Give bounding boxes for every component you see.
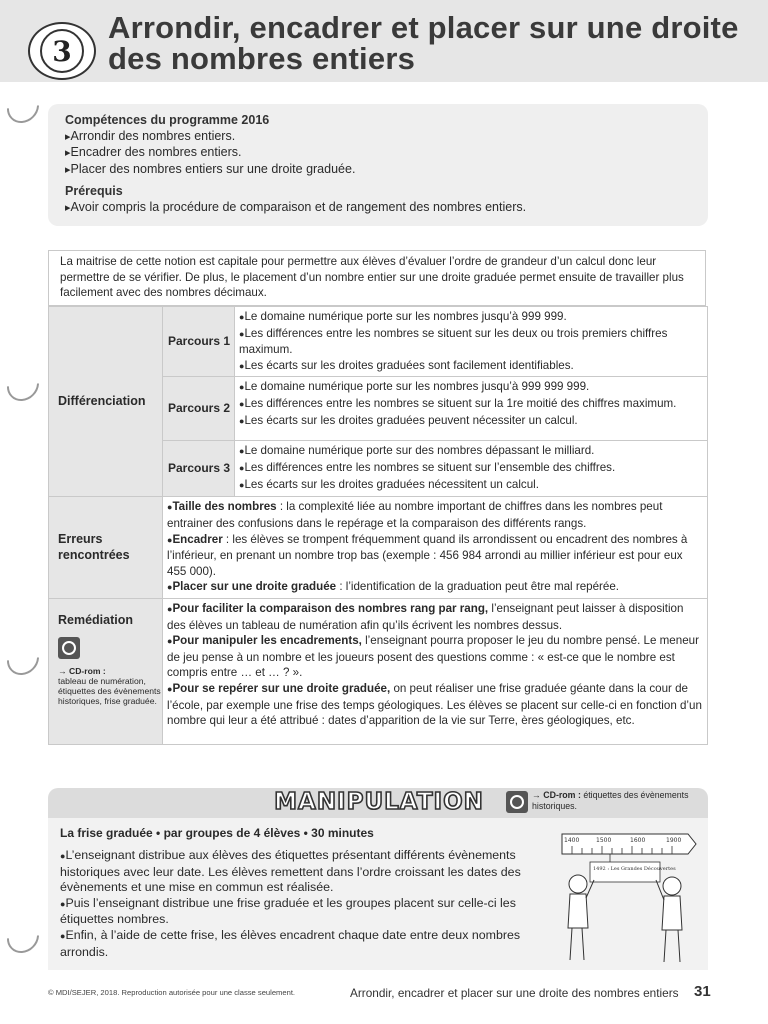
parcours-item: ● Les écarts sur les droites graduées sont facilement identifiables.	[239, 358, 703, 375]
tick-label: 1600	[630, 837, 646, 844]
chapter-header	[0, 0, 768, 82]
cd-rom-icon	[58, 637, 80, 659]
erreurs-label: Erreurs rencontrées	[49, 497, 163, 599]
parcours-item: ● Le domaine numérique porte sur les nombres jusqu’à 999 999.	[239, 309, 703, 326]
chapter-number: 3	[40, 29, 84, 73]
page-number: 31	[694, 983, 711, 1000]
prerequis-heading: Prérequis	[65, 184, 123, 198]
parcours-item: ● Le domaine numérique porte sur les nombres jusqu’à 999 999 999.	[239, 379, 703, 396]
parcours-name: Parcours 1	[163, 307, 235, 377]
intro-paragraph: La maitrise de cette notion est capitale pour permettre aux élèves d’évaluer l’ordre de grandeur d’un calcul donc leur permettre de se vérifier. De plus, le placement d’un nombre entier sur une droite graduée permet ensuite de travailler plus facilement avec des nombres décimaux.	[48, 250, 706, 306]
parcours-item: ● Les différences entre les nombres se situent sur l’ensemble des chiffres.	[239, 460, 703, 477]
erreur-item: ● Encadrer : les élèves se trompent fréquemment quand ils arrondissent ou encadrent des nombres à l’inférieur, en prenant un nombre trop bas (exemple : 456 984 arrondi au millier inférieur est pour eux 455 000).	[167, 532, 703, 580]
parcours-content	[235, 307, 708, 377]
competence-item: ▸ Arrondir des nombres entiers.	[65, 129, 526, 146]
tick-label: 1900	[666, 837, 682, 844]
copyright: © MDI/SEJER, 2018. Reproduction autorisée pour une classe seulement.	[48, 988, 296, 997]
timeline-illustration	[560, 828, 700, 968]
parcours-name: Parcours 2	[163, 377, 235, 441]
competence-item: ▸ Encadrer des nombres entiers.	[65, 145, 526, 162]
binder-hole	[0, 914, 45, 959]
manipulation-steps	[60, 848, 530, 960]
parcours-content	[235, 377, 708, 441]
parcours-item: ● Les écarts sur les droites graduées nécessitent un calcul.	[239, 477, 703, 494]
manipulation-title: MANIPULATION	[274, 789, 484, 815]
competence-item: ▸ Placer des nombres entiers sur une droite graduée.	[65, 162, 526, 179]
manipulation-subtitle: La frise graduée • par groupes de 4 élèves • 30 minutes	[60, 826, 374, 840]
chapter-number-badge	[28, 22, 96, 80]
binder-hole	[0, 636, 45, 681]
tick-label: 1400	[564, 837, 580, 844]
prerequis-item: ▸ Avoir compris la procédure de comparaison et de rangement des nombres entiers.	[65, 200, 526, 217]
footer-chapter-title: Arrondir, encadrer et placer sur une droite des nombres entiers	[350, 986, 679, 1000]
remediation-content	[163, 598, 708, 744]
competences-heading: Compétences du programme 2016	[65, 113, 270, 127]
differenciation-label: Différenciation	[49, 307, 163, 497]
event-card-label: 1492 : Les Grandes Découvertes	[593, 866, 676, 872]
manipulation-step: ● Enfin, à l’aide de cette frise, les élèves encadrent chaque date entre deux nombres arrondis.	[60, 928, 530, 960]
erreurs-content	[163, 497, 708, 599]
parcours-item: ● Les différences entre les nombres se situent sur la 1re moitié des chiffres maximum.	[239, 396, 703, 413]
competences-box	[48, 104, 708, 226]
remediation-cell	[49, 598, 163, 744]
erreur-item: ● Taille des nombres : la complexité liée au nombre important de chiffres dans les nombres peut entrainer des confusions dans le repérage et la comparaison des différents rangs.	[167, 499, 703, 531]
manipulation-body	[48, 818, 708, 970]
parcours-item: ● Les différences entre les nombres se situent sur les deux ou trois premiers chiffres maximum.	[239, 326, 703, 358]
binder-hole	[0, 362, 45, 407]
remediation-item: ● Pour se repérer sur une droite graduée, on peut réaliser une frise graduée géante dans la cour de l’école, par exemple une frise des temps géologiques. Les élèves se placent sur celle-ci en fonction d’un nombre qui leur a été attribué : dates d’apparition de la vie sur Terre, ères géologiques, etc.	[167, 681, 703, 729]
remediation-item: ● Pour manipuler les encadrements, l’enseignant pourra proposer le jeu du nombre pensé. Le meneur de jeu pense à un nombre et les joueurs posent des questions comme : « est-ce que le nombre est compris entre … et … ? ».	[167, 633, 703, 681]
parcours-item: ● Le domaine numérique porte sur des nombres dépassant le milliard.	[239, 443, 703, 460]
parcours-name: Parcours 3	[163, 441, 235, 497]
manipulation-step: ● L’enseignant distribue aux élèves des étiquettes présentant différents évènements historiques avec leur date. Les élèves remettent dans l’ordre croissant les dates des évènements et une mise en commun est réalisée.	[60, 848, 530, 896]
remediation-label: Remédiation	[58, 612, 134, 627]
manipulation-step: ● Puis l’enseignant distribue une frise graduée et les groupes placent sur celle-ci les étiquettes nombres.	[60, 896, 530, 928]
parcours-item: ● Les écarts sur les droites graduées peuvent nécessiter un calcul.	[239, 413, 703, 430]
manipulation-header	[48, 788, 708, 818]
tick-label: 1500	[596, 837, 612, 844]
manipulation-cd-note: → CD-rom : étiquettes des évènements historiques.	[532, 790, 689, 811]
erreur-item: ● Placer sur une droite graduée : l’identification de la graduation peut être mal repérée.	[167, 579, 703, 596]
remediation-item: ● Pour faciliter la comparaison des nombres rang par rang, l’enseignant peut laisser à disposition des élèves un tableau de numération afin qu’ils écrivent les nombres dessus.	[167, 601, 703, 633]
parcours-content	[235, 441, 708, 497]
chapter-title: Arrondir, encadrer et placer sur une droite des nombres entiers	[108, 10, 739, 76]
cd-rom-note: → CD-rom : tableau de numération, étiquettes des évènements historiques, frise graduée.	[58, 666, 161, 707]
pedagogy-table	[48, 306, 708, 745]
cd-rom-icon	[506, 791, 528, 813]
binder-hole	[0, 84, 45, 129]
